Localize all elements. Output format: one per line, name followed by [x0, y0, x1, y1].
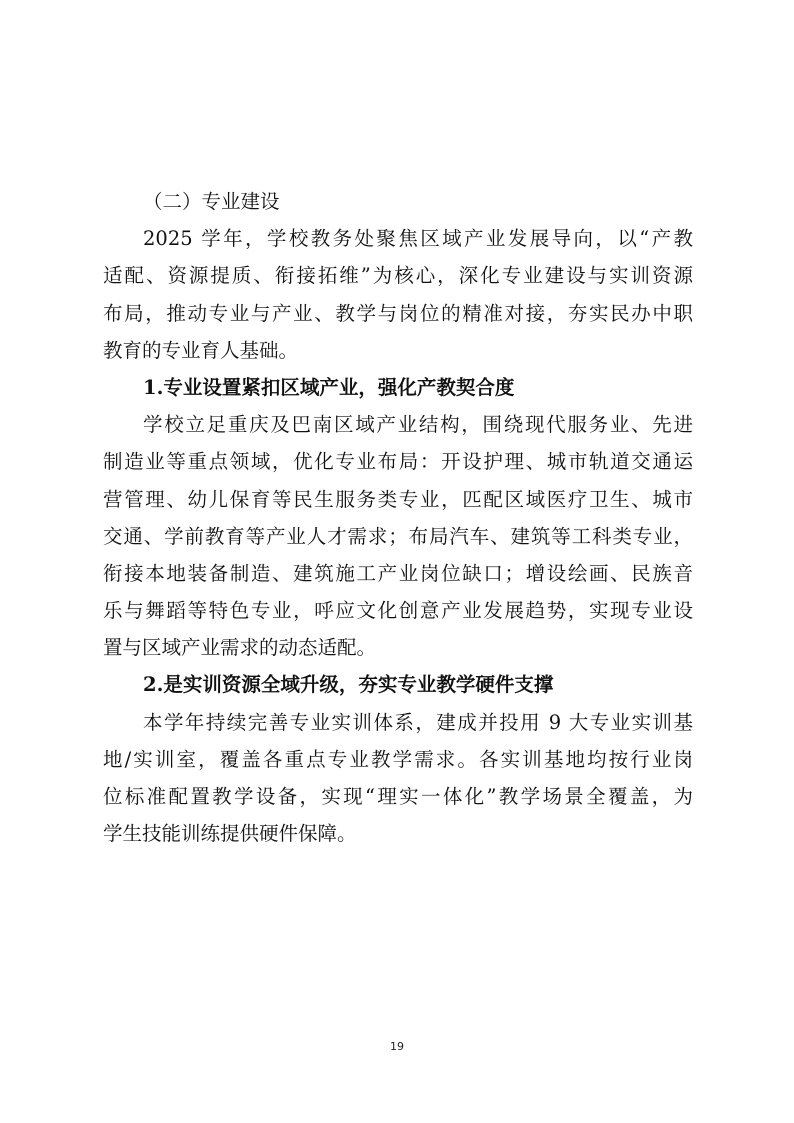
paragraph-line: 乐与舞蹈等特色专业，呼应文化创意产业发展趋势，实现专业设: [103, 599, 693, 623]
paragraph-line: 营管理、幼儿保育等民生服务类专业，匹配区域医疗卫生、城市: [103, 487, 693, 511]
subsection-2-heading: 2.是实训资源全域升级，夯实专业教学硬件支撑: [143, 673, 554, 697]
page-number: 19: [390, 1040, 404, 1053]
subsection-1-paragraph: [103, 406, 693, 666]
paragraph-line: 教育的专业育人基础。: [103, 338, 299, 362]
subsection-2-paragraph: [103, 704, 693, 853]
paragraph-line: 地/实训室，覆盖各重点专业教学需求。各实训基地均按行业岗: [103, 747, 693, 771]
paragraph-line: 适配、资源提质、衔接拓维”为核心，深化专业建设与实训资源: [103, 264, 693, 288]
paragraph-line: 衔接本地装备制造、建筑施工产业岗位缺口；增设绘画、民族音: [103, 561, 693, 585]
paragraph-line: 布局，推动专业与产业、教学与岗位的精准对接，夯实民办中职: [103, 301, 693, 325]
paragraph-line: 置与区域产业需求的动态适配。: [103, 636, 377, 660]
paragraph-line: 2025 学年，学校教务处聚焦区域产业发展导向，以“产教: [143, 227, 693, 251]
intro-paragraph: [103, 220, 693, 369]
paragraph-line: 制造业等重点领域，优化专业布局：开设护理、城市轨道交通运: [103, 450, 693, 474]
paragraph-line: 交通、学前教育等产业人才需求；布局汽车、建筑等工科类专业，: [103, 524, 693, 548]
paragraph-line: 位标准配置教学设备，实现“理实一体化”教学场景全覆盖，为: [103, 785, 693, 808]
paragraph-line: 学生技能训练提供硬件保障。: [103, 822, 357, 846]
subsection-1-heading: 1.专业设置紧扣区域产业，强化产教契合度: [143, 375, 515, 399]
paragraph-line: 本学年持续完善专业实训体系，建成并投用 9 大专业实训基: [143, 710, 693, 734]
section-heading: （二）专业建设: [143, 190, 280, 213]
paragraph-line: 学校立足重庆及巴南区域产业结构，围绕现代服务业、先进: [143, 413, 693, 437]
document-body: [103, 183, 693, 852]
